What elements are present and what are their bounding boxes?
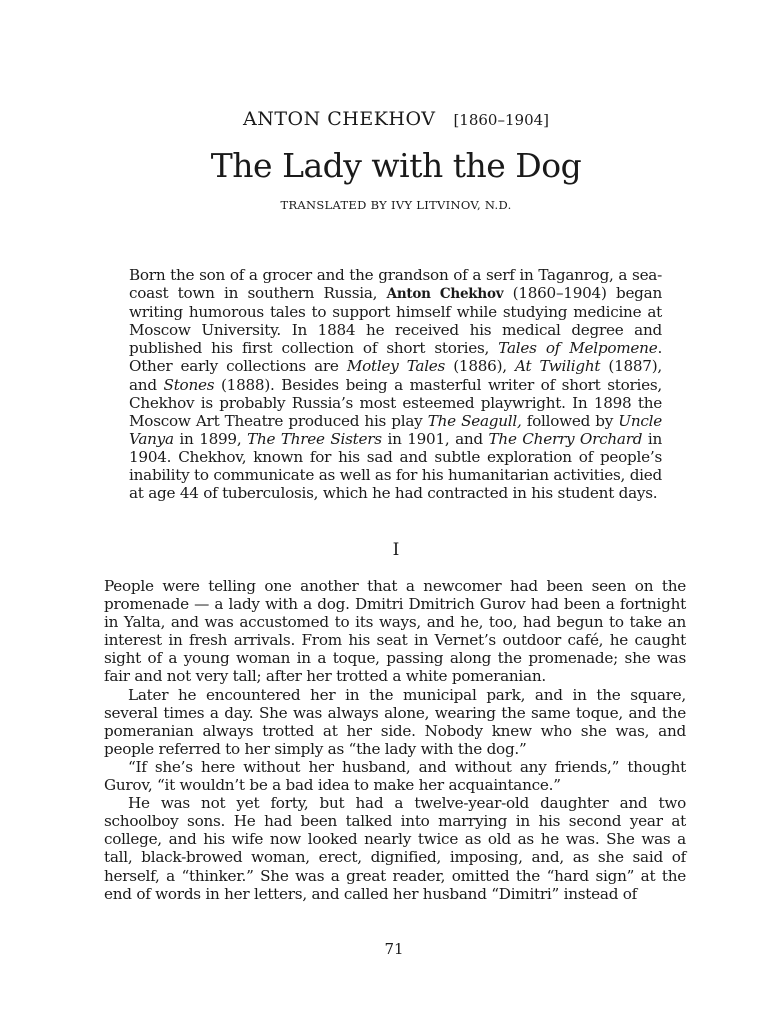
bio-work-title: Motley Tales bbox=[346, 357, 446, 376]
story-body bbox=[104, 577, 686, 903]
bio-text: in 1904. Chekhov, known for his sad and subtle exploration of people’s inability to communicate as well as for his humanitarian activities, died at age 44 of tuberculosis, which he had contracted in his student days. bbox=[129, 429, 662, 503]
story-title: The Lady with the Dog bbox=[210, 146, 582, 185]
bio-work-title: Uncle Vanya bbox=[129, 411, 662, 448]
story-paragraph: He was not yet forty, but had a twelve-year-old daughter and two schoolboy sons. He had been talked into marrying in his second year at college, and his wife now looked nearly twice as old as he was. She was a tall, black-browed woman, erect, dignified, imposing, and, as she said of herself, a “thinker.” She was a great reader, omitted the “hard sign” at the end of words in her letters, and called her husband “Dimitri” instead of bbox=[104, 794, 686, 903]
bio-text: (1888). Besides being a masterful writer of short stories, Chekhov is probably Russia’s most esteemed playwright. In 1898 the Moscow Art Theatre produced his play bbox=[129, 375, 663, 430]
bio-work-title: Tales of Melpomene bbox=[498, 339, 658, 358]
bio-text: (1860–1904) began writing humorous tales to support himself while studying medicine at Moscow University. In 1884 he received his medical degree and published his first collection of short stories, bbox=[129, 284, 662, 358]
story-paragraph: “If she’s here without her husband, and without any friends,” thought Gurov, “it wouldn’t be a bad idea to make her acquaintance.” bbox=[104, 757, 686, 795]
page-number: 71 bbox=[384, 940, 404, 958]
story-paragraph: People were telling one another that a newcomer had been seen on the promenade — a lady with a dog. Dmitri Dmitrich Gurov had been a fortnight in Yalta, and was accustomed to its ways, and he, too, had begun to take an interest in fresh arrivals. From his seat in Vernet’s outdoor café, he caught sight of a young woman in a toque, passing along the promenade; she was fair and not very tall; after her trotted a white pomeranian. bbox=[104, 577, 686, 686]
bio-text: (1886), bbox=[445, 357, 515, 376]
bio-text: (1887), and bbox=[129, 357, 662, 394]
author-name: ANTON CHEKHOV bbox=[242, 108, 436, 130]
bio-author-name: Anton Chekhov bbox=[386, 286, 504, 303]
bio-text: Born the son of a grocer and the grandson of a serf in Taganrog, a sea-coast town in southern Russia, bbox=[129, 266, 662, 303]
section-number: I bbox=[392, 540, 400, 560]
author-dates: [1860–1904] bbox=[453, 111, 550, 129]
author-biography bbox=[129, 266, 662, 502]
translator-credit: TRANSLATED BY IVY LITVINOV, N.D. bbox=[280, 198, 512, 212]
bio-work-title: At Twilight bbox=[515, 357, 601, 376]
bio-work-title: The Cherry Orchard bbox=[488, 429, 643, 448]
bio-text: in 1899, bbox=[173, 429, 248, 448]
bio-work-title: The Seagull, bbox=[427, 411, 522, 430]
bio-text: followed by bbox=[521, 411, 619, 430]
bio-text: . Other early collections are bbox=[129, 339, 663, 376]
bio-work-title: The Three Sisters bbox=[247, 429, 382, 448]
author-heading bbox=[0, 108, 768, 130]
story-paragraph: Later he encountered her in the municipal park, and in the square, several times a day. She was always alone, wearing the same toque, and the pomeranian always trotted at her side. Nobody knew who she was, and people referred to her simply as “the lady with the dog.” bbox=[104, 685, 686, 758]
bio-work-title: Stones bbox=[163, 375, 215, 394]
bio-text: in 1901, and bbox=[381, 429, 489, 448]
